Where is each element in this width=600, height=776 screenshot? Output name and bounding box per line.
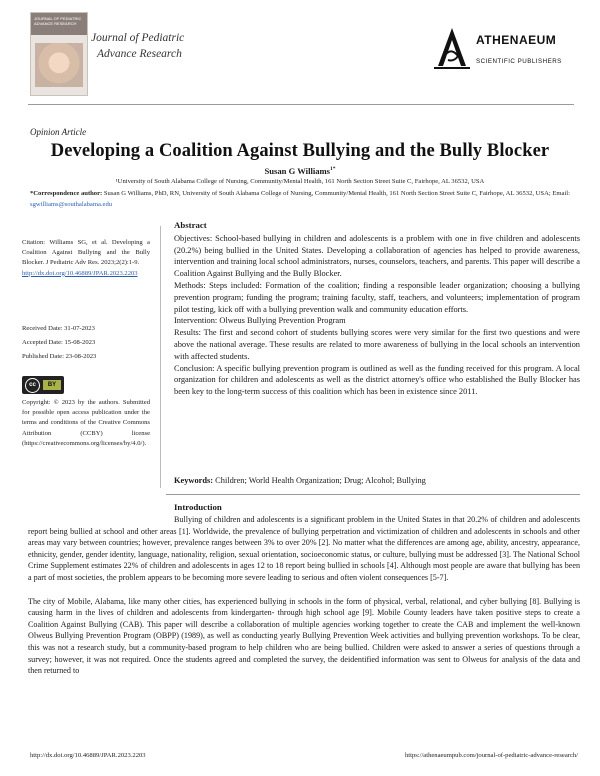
citation-block [22, 238, 150, 279]
article-dates [22, 324, 150, 367]
correspondence [30, 188, 578, 210]
correspondence-label: *Correspondence author: [30, 190, 103, 197]
article-type: Opinion Article [30, 127, 87, 137]
abstract-conclusion: Conclusion: A specific bullying prevention program is outlined as well as the funding received for this program. A local organization for children and adolescents as well as the district attorney's office who established the Bully Blocker has been key to the long-term success of this coalition which has been in existence since 2011. [174, 363, 580, 397]
journal-name [91, 30, 231, 62]
author-line [0, 166, 600, 176]
journal-name-line2: Advance Research [97, 48, 182, 60]
article-title: Developing a Coalition Against Bullying and the Bully Blocker [50, 141, 550, 161]
published-date: Published Date: 23-08-2023 [22, 353, 97, 361]
received-date: Received Date: 31-07-2023 [22, 325, 95, 332]
cover-title: JOURNAL OF PEDIATRIC ADVANCE RESEARCH [34, 16, 82, 26]
correspondence-text: Susan G Williams, PhD, RN, University of South Alabama College of Nursing, Community/Mental Health, 161 North Section Street Suite C, Fairhope, AL 36532, USA; Email: [102, 190, 570, 197]
introduction-body [28, 514, 580, 677]
author-superscript: 1* [330, 166, 336, 173]
abstract-heading: Abstract [174, 220, 207, 230]
abstract-intervention: Intervention: Olweus Bullying Prevention Program [174, 316, 346, 326]
journal-cover-thumbnail [30, 12, 88, 96]
by-symbol: BY [43, 380, 61, 390]
keywords-divider [166, 494, 580, 495]
abstract-methods: Methods: Steps included: Formation of the coalition; finding a responsible leader organization; choosing a bullying prevention program; funding the program; training faculty, staff, teachers, and volunteers; implementation of program pilot testing, kick off with a bullying prevention walk and community education efforts. [174, 280, 580, 314]
citation-doi-link[interactable]: http://dx.doi.org/10.46889/JPAR.2023.2203 [22, 269, 138, 277]
affiliation: ¹University of South Alabama College of Nursing, Community/Mental Health, 161 North Section Street Suite C, Fairhope, AL 36532, USA [115, 178, 485, 185]
citation-text: Citation: Williams SG, et al. Developing a Coalition Against Bullying and the Bully Blocker. J Pediatric Adv Res. 2023;2(2):1-9. [22, 239, 150, 267]
citation-sidebar [20, 226, 161, 488]
publisher-subtitle: SCIENTIFIC PUBLISHERS [476, 58, 562, 65]
cover-baby-image [35, 43, 83, 87]
keywords-label: Keywords: [174, 476, 214, 485]
keywords-text: Children; World Health Organization; Drug; Alcohol; Bullying [213, 476, 426, 485]
journal-name-line1: Journal of Pediatric [91, 32, 185, 44]
accepted-date: Accepted Date: 15-08-2023 [22, 339, 96, 347]
athenaeum-logo-icon [432, 26, 472, 72]
intro-paragraph-2: The city of Mobile, Alabama, like many other cities, has experienced bullying in schools in the form of physical, verbal, relational, and cyber bullying [8]. Bullying is causing harm in the lives of children and adolescents from kindergarten- through high school age [9]. Mobile County leaders have taken positive steps to create a Coalition Against Bullying (CAB). This paper will describe a collaboration of multiple agencies working together to create the CAB and implement the well-known Olweus Bullying Prevention Program (OBPP) (1989), as well as conducting yearly Bullying Prevention Week activities and bullying prevention workshops. To be clear, this was not a research study, but a community-based program to help children who are being bullied. Children were asked to answer a series of questions through a survey; however, it was not required. Once the students agreed and completed the survey, the deidentified information was sent to Olweus for analysis of the data and then returned to [28, 596, 580, 676]
footer-url[interactable]: https://athenaeumpub.com/journal-of-pediatric-advance-research/ [404, 752, 578, 759]
correspondence-email-link[interactable]: sgwilliams@southalabama.edu [30, 201, 113, 208]
copyright-text: Copyright: © 2023 by the authors. Submitted for possible open access publication under the terms and conditions of the Creative Commons Attribution (CCBY) license (https://creativecommons.org/licenses/by/4.0/). [22, 399, 150, 447]
header-divider [28, 104, 574, 105]
abstract-objectives: Objectives: School-based bullying in children and adolescents is a problem with one in five children and adolescents (20.2%) being bullied in the United States. Developing a collaboration of agencies has helped to provide awareness, intervention and training local school administrators, nurses, counselors, teachers, and parents. This paper will describe a Coalition Against Bullying and the Bully Blocker. [174, 233, 580, 279]
abstract-section [174, 220, 580, 398]
author-name: Susan G Williams [264, 166, 331, 176]
footer-doi[interactable]: http://dx.doi.org/10.46889/JPAR.2023.2203 [30, 752, 146, 759]
introduction-heading: Introduction [174, 502, 222, 512]
page-header [0, 0, 600, 110]
intro-paragraph-1: Bullying of children and adolescents is a significant problem in the United States in that 20.2% of children and adolescents report being bullied at school and other areas [1]. Worldwide, the prevalence of bullying perpetration and victimization of children and adolescents in schools and other areas may vary between countries; however, prevalence ranges between 3% to over 20% [2]. No matter what the differences are among age, ability, ancestry, appearance, ethnicity, gender, gender identity, language, nationality, religion, sexual orientation, socioeconomic status, or culture, bullying must be addressed [3]. The National School Crime Supplement estimates 22% of children and adolescents in ages 12 to 18 report being bullied in schools [4]. Although most people are aware that bullying has been a part of most societies, the problem appears to be becoming more severe leading to serious and often violent consequences [5-7]. [28, 515, 580, 582]
abstract-results: Results: The first and second cohort of students bullying scores were very similar for the first two questions and were above the national average. These results are related to more awareness of bullying in the local schools an intervention with affected students. [174, 328, 580, 361]
keywords [174, 476, 580, 485]
creative-commons-icon [22, 376, 64, 394]
cc-symbol: cc [25, 378, 40, 393]
publisher-name: ATHENAEUM [476, 33, 557, 47]
